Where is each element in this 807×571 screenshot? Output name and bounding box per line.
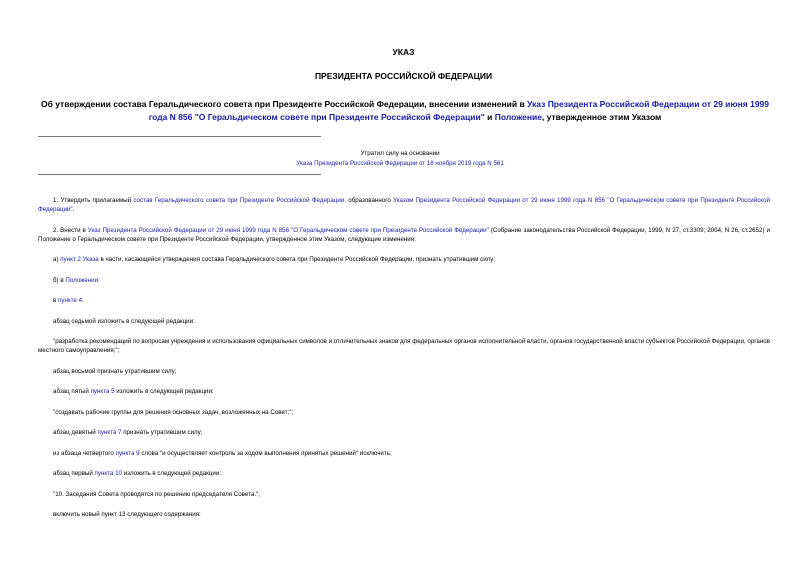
p3-text-a: а) xyxy=(53,256,61,263)
p9-link-item5[interactable]: пункта 5 xyxy=(90,388,115,395)
p13-text-a: абзац первый xyxy=(53,470,95,477)
p4-link-regulation[interactable]: Положении xyxy=(65,276,99,284)
p5-text-b: : xyxy=(82,297,84,304)
title-text-3: , утвержденное этим Указом xyxy=(541,112,662,122)
p12-link-item9[interactable]: пункта 9 xyxy=(115,449,140,457)
p5-link-item4[interactable]: пункте 4 xyxy=(58,297,83,304)
paragraph-7: "разработка рекомендаций по вопросам учреждения и использования официальных символов и отличительных знаков для федеральных органов исполнительной власти, органов государственной власти субъектов Российской Федерации, органов местного самоуправления;"; xyxy=(38,338,770,354)
paragraph-12 xyxy=(38,449,770,458)
p1-text-c: . xyxy=(72,206,75,213)
p2-link-decree[interactable]: Указ Президента Российской Федерации от 29 июня 1999 года N 856 "О Геральдическом совете при Президенте Российской Федерации" xyxy=(87,226,489,234)
p2-text-a: 2. Внести в xyxy=(53,226,88,234)
doc-type-heading: УКАЗ xyxy=(392,47,415,57)
paragraph-14: "10. Заседания Совета проводятся по решению председателя Совета."; xyxy=(53,490,260,498)
p9-text-a: абзац пятый xyxy=(53,388,91,395)
p1-text-a: 1. Утвердить прилагаемый xyxy=(53,197,134,204)
paragraph-15: включить новый пункт 13 следующего содержания: xyxy=(53,511,201,518)
p1-link-composition[interactable]: состав Геральдического совета при Президенте Российской Федерации xyxy=(133,197,345,204)
issuer-heading: ПРЕЗИДЕНТА РОССИЙСКОЙ ФЕДЕРАЦИИ xyxy=(314,71,493,81)
p3-link-clause[interactable]: пункт 2 Указа xyxy=(60,256,99,263)
title-link-decree[interactable]: Указ Президента Российской Федерации от 29 июня 1999 года N 856 "О Геральдическом совете при Президенте Российской Федерации" xyxy=(148,99,770,122)
p4-text-b: : xyxy=(98,276,100,284)
p5-text-a: в xyxy=(53,297,59,304)
paragraph-10: "создавать рабочие группы для решения основных задач, возложенных на Совет;"; xyxy=(53,408,294,416)
p2-text-b: (Собрание законодательства Российской Федерации, 1999, N 27, ст.3309; 2004, N 26, ст.2652) и Положение о Геральдическом совете при Президенте Российской Федерации, утвержденное этим Указом, следующие изменения: xyxy=(38,226,770,243)
p3-text-b: в части, касающейся утверждения состава Геральдического совета при Президенте Российской Федерации, признать утратившим силу; xyxy=(98,256,496,263)
paragraph-11 xyxy=(38,428,770,437)
p4-text-a: б) в xyxy=(53,276,66,284)
document-title xyxy=(36,98,774,124)
paragraph-4 xyxy=(38,276,770,285)
paragraph-9 xyxy=(38,387,770,396)
paragraph-5 xyxy=(38,296,770,305)
title-text-1: Об утверждении состава Геральдического совета при Президенте Российской Федерации, внесении изменений в xyxy=(40,99,528,109)
p11-link-item7[interactable]: пункта 7 xyxy=(97,429,122,436)
p9-text-b: изложить в следующей редакции: xyxy=(114,388,214,395)
title-text-2: и xyxy=(484,112,495,122)
title-link-regulation[interactable]: Положение xyxy=(494,112,542,122)
p1-link-decree[interactable]: Указом Президента Российской Федерации от 29 июня 1999 года N 856 "О Геральдическом совете при Президенте Российской Федерации" xyxy=(38,197,770,213)
paragraph-3 xyxy=(38,255,770,264)
paragraph-8: абзац восьмой признать утратившим силу; xyxy=(53,367,177,375)
lost-force-link[interactable]: Указа Президента Российской Федерации от 18 ноября 2019 года N 561 xyxy=(296,160,504,167)
lost-force-label: Утратил силу на основании xyxy=(360,150,440,157)
divider-top xyxy=(38,136,321,137)
p12-text-b: слова "и осуществляет контроль за ходом выполнения принятых решений" исключить; xyxy=(139,449,392,457)
paragraph-13 xyxy=(38,469,770,478)
paragraph-6: абзац седьмой изложить в следующей редакции: xyxy=(53,317,195,325)
p13-text-b: изложить в следующей редакции: xyxy=(122,470,222,477)
p11-text-a: абзац девятый xyxy=(53,429,98,436)
lost-force-note xyxy=(200,159,600,169)
paragraph-2 xyxy=(38,226,770,244)
paragraph-1 xyxy=(38,196,770,214)
p12-text-a: из абзаца четвертого xyxy=(53,449,116,457)
p13-link-item10[interactable]: пункта 10 xyxy=(94,470,122,477)
p1-text-b: , образованного xyxy=(344,197,394,204)
document-body xyxy=(38,196,770,531)
p11-text-b: признать утратившим силу; xyxy=(121,429,203,436)
divider-bottom xyxy=(38,174,321,175)
